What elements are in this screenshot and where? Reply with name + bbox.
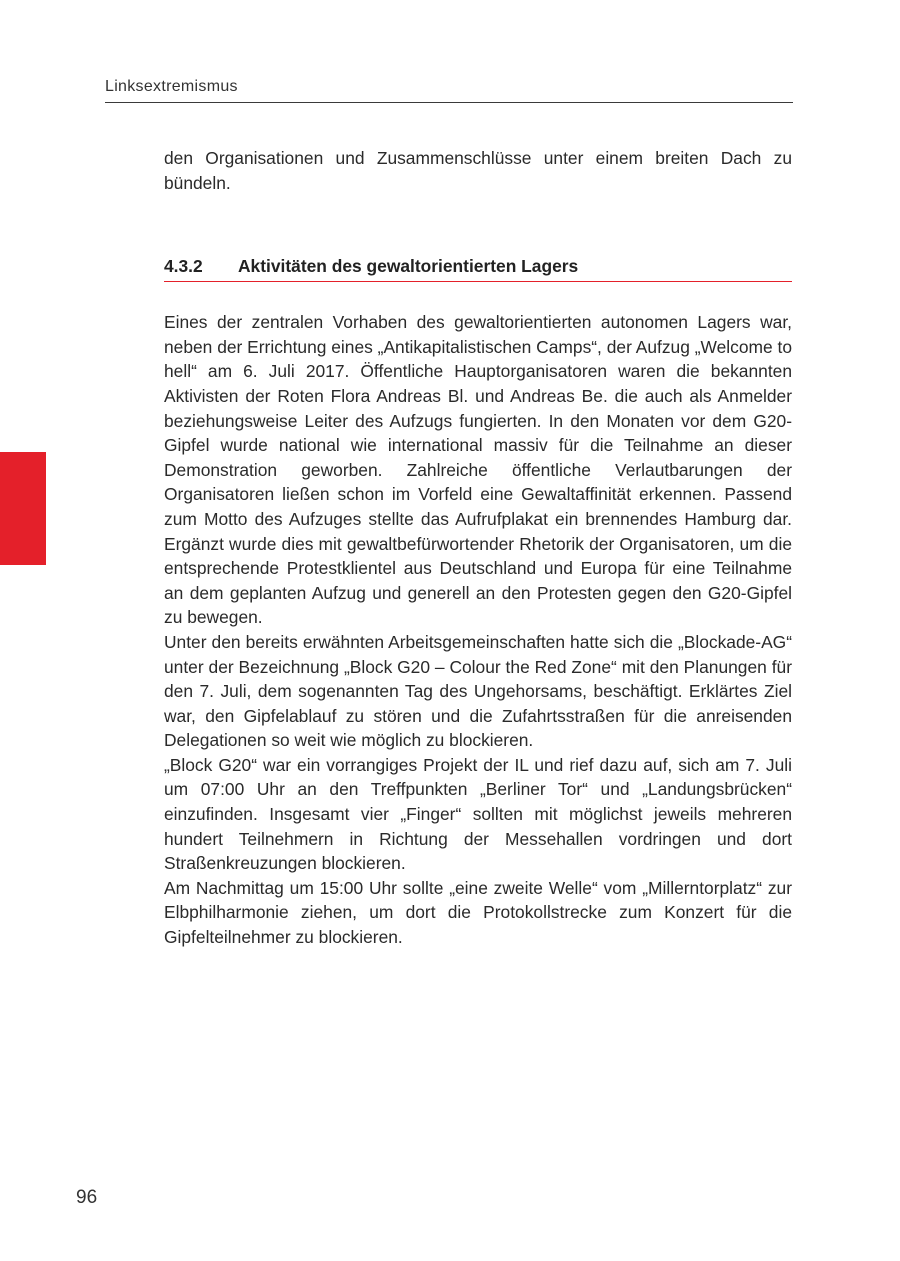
section-number: 4.3.2 (164, 256, 203, 277)
page-content (164, 146, 792, 950)
section-heading (164, 255, 792, 282)
running-title: Linksextremismus (105, 78, 238, 95)
intro-paragraph: den Organisationen und Zusammenschlüsse unter einem breiten Dach zu bündeln. (164, 148, 792, 193)
page-number: 96 (76, 1187, 98, 1208)
paragraph-3: „Block G20“ war ein vorrangiges Projekt der IL und rief dazu auf, sich am 7. Juli um 07:00 Uhr an den Treffpunkten „Berliner Tor“ und „Landungsbrücken“ einzufinden. Insgesamt vier „Finger“ sollten mit möglichst jeweils mehreren hundert Teilnehmern in Richtung der Messehallen vordringen und dort Straßenkreuzungen blockieren. (164, 754, 792, 874)
paragraph-2: Unter den bereits erwähnten Arbeitsgemeinschaften hatte sich die „Blockade-AG“ unter der Bezeichnung „Block G20 – Colour the Red Zone“ mit den Planungen für den 7. Juli, dem sogenannten Tag des Ungehorsams, beschäftigt. Erklärtes Ziel war, den Gipfelablauf zu stören und die Zufahrtsstraßen für die anreisenden Delegationen so weit wie möglich zu blockieren. (164, 631, 792, 751)
running-header (105, 78, 793, 103)
paragraph-1: Eines der zentralen Vorhaben des gewaltorientierten autonomen Lagers war, neben der Errichtung eines „Antikapitalistischen Camps“, der Aufzug „Welcome to hell“ am 6. Juli 2017. Öffentliche Hauptorganisatoren waren die bekannten Aktivisten der Roten Flora Andreas Bl. und Andreas Be. die auch als Anmelder beziehungsweise Leiter des Aufzugs fungierten. In den Monaten vor dem G20-Gipfel wurde national wie international massiv für die Teilnahme an dieser Demonstration geworben. Zahlreiche öffentliche Verlautbarungen der Organisatoren ließen schon im Vorfeld eine Gewaltaffinität erkennen. Passend zum Motto des Aufzuges stellte das Aufrufplakat ein brennendes Hamburg dar. Ergänzt wurde dies mit gewaltbefürwortender Rhetorik der Organisatoren, um die entsprechende Protestklientel aus Deutschland und Europa für eine Teilnahme an dem geplanten Aufzug und generell an den Protesten gegen den G20-Gipfel zu bewegen. (164, 312, 792, 628)
chapter-tab-marker (0, 452, 46, 565)
paragraph-4: Am Nachmittag um 15:00 Uhr sollte „eine zweite Welle“ vom „Millerntorplatz“ zur Elbphilharmonie ziehen, um dort die Protokollstrecke zum Konzert für die Gipfelteilnehmer zu blockieren. (164, 877, 792, 948)
section-title: Aktivitäten des gewaltorientierten Lagers (238, 256, 579, 277)
